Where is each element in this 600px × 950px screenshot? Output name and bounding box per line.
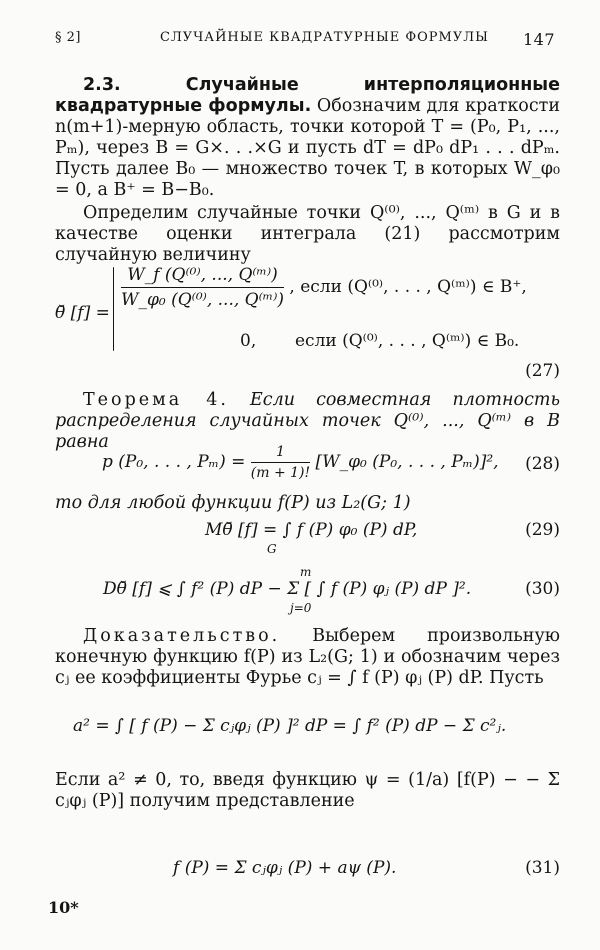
eq-a2-body: a² = ∫ [ f (P) − Σ cⱼφⱼ (P) ]² dP = ∫ f² (P) dP − Σ c²ⱼ. [73, 716, 507, 736]
eq27-denominator: W_φ₀ (Q⁽⁰⁾, ..., Q⁽ᵐ⁾) [121, 290, 285, 310]
proof-label: Доказательство. [83, 626, 281, 646]
eq28-number: (28) [525, 454, 560, 474]
equation-a2 [55, 700, 560, 758]
eq27-numerator: W_f (Q⁽⁰⁾, ..., Q⁽ᵐ⁾) [121, 265, 284, 288]
then-text: то для любой функции f(P) из L₂(G; 1) [55, 493, 411, 513]
eq30-body: Dθ̆ [f] ⩽ ∫ f² (P) dP − Σ [ ∫ f (P) φⱼ (P) dP ]². [103, 579, 472, 599]
eq30-number: (30) [525, 579, 560, 599]
eq29-body: Mθ̆ [f] = ∫ f (P) φ₀ (P) dP, [205, 520, 418, 540]
eq28-frac-den: (m + 1)! [250, 465, 311, 481]
eq28-frac-num: 1 [251, 444, 310, 463]
paragraph-intro-text: Обозначим для краткости n(m+1)-мерную область, точки которой T = (P₀, P₁, ..., Pₘ), через B = G×. . .×G и пусть dT = dP₀ dP₁ . . . dPₘ. Пусть далее B₀ — множество точек T, в которых W_φ₀ = 0, а B⁺ = B−B₀. [55, 96, 560, 200]
page-number: 147 [522, 30, 555, 49]
eq28-fraction [251, 444, 310, 481]
eq29-number: (29) [525, 520, 560, 540]
section-title: 2.3. Случайные интерполяционные квадратурные формулы. [55, 75, 560, 116]
running-title: СЛУЧАЙНЫЕ КВАДРАТУРНЫЕ ФОРМУЛЫ [160, 30, 489, 45]
eq27-lhs: θ̆ [f] = [55, 303, 110, 323]
theorem-label: Теорема 4. [83, 390, 229, 410]
eq27-number: (27) [525, 361, 560, 381]
eq27-case1-condition: , если (Q⁽⁰⁾, . . . , Q⁽ᵐ⁾) ∈ B⁺, [289, 277, 527, 297]
eq28-body [102, 444, 499, 481]
equation-29 [55, 518, 560, 562]
paragraph-intro [55, 75, 560, 201]
equation-30 [55, 565, 560, 621]
running-header [55, 30, 555, 54]
proof-text: Выберем произвольную конечную функцию f(P) из L₂(G; 1) и обозначим через cⱼ ее коэффициенты Фурье cⱼ = ∫ f (P) φⱼ (P) dP. Пусть [55, 626, 560, 688]
eq29-sub: G [267, 542, 277, 556]
eq31-number: (31) [525, 858, 560, 878]
signature-mark: 10* [48, 898, 79, 917]
proof-paragraph [55, 626, 560, 689]
eq31-body: f (P) = Σ cⱼφⱼ (P) + aψ (P). [173, 858, 397, 878]
equation-28 [55, 442, 560, 488]
paragraph-if: Если a² ≠ 0, то, введя функцию ψ = (1/a) [f(P) − − Σ cⱼφⱼ (P)] получим представление [55, 770, 560, 811]
equation-27 [55, 263, 560, 383]
eq27-case1 [121, 265, 527, 310]
section-marker: § 2] [55, 30, 81, 45]
equation-31 [55, 846, 560, 894]
eq27-case2-condition: если (Q⁽⁰⁾, . . . , Q⁽ᵐ⁾) ∈ B₀. [295, 331, 520, 351]
eq30-sum-bottom: j=0 [290, 601, 312, 615]
eq27-fraction [121, 265, 284, 310]
eq30-sum-top: m [300, 565, 312, 579]
paragraph-define: Определим случайные точки Q⁽⁰⁾, ..., Q⁽ᵐ⁾ в G и в качестве оценки интеграла (21) рассмотрим случайную величину [55, 203, 560, 265]
eq27-brace [113, 267, 114, 351]
theorem-text: Если совместная плотность распределения случайных точек Q⁽⁰⁾, ..., Q⁽ᵐ⁾ в B равна [55, 390, 560, 452]
eq28-rhs: [W_φ₀ (P₀, . . . , Pₘ)]², [315, 452, 499, 472]
eq28-lhs: p (P₀, . . . , Pₘ) = [102, 452, 246, 472]
eq27-case2-value: 0, [240, 331, 257, 351]
